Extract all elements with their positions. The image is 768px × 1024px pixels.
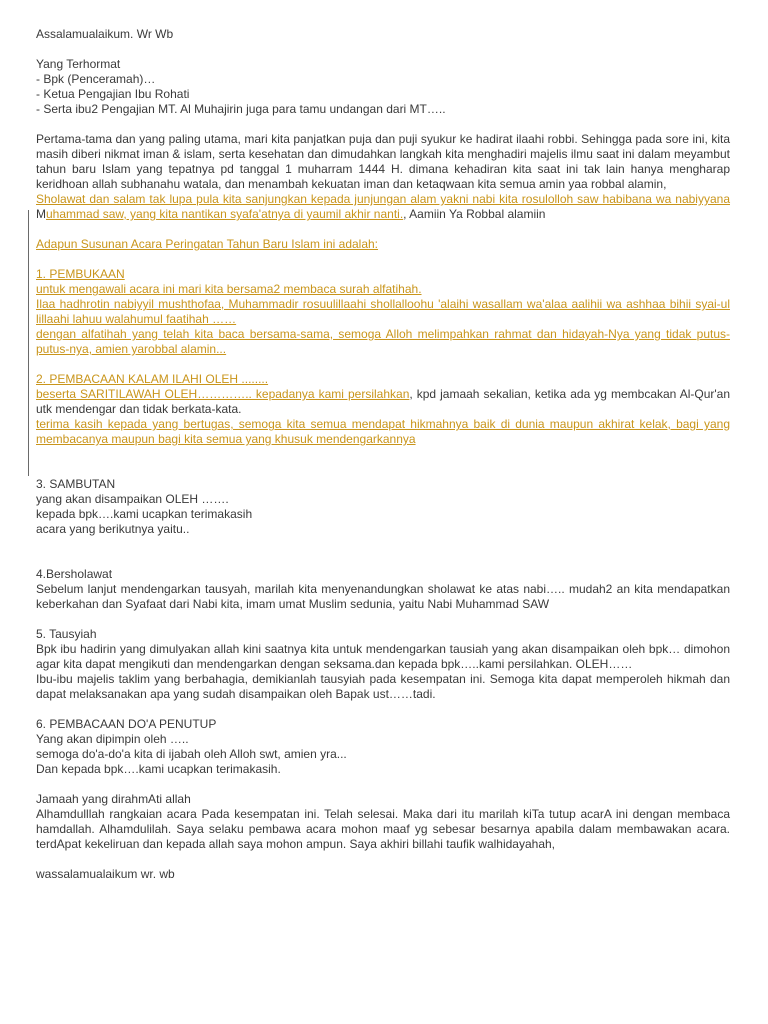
opening-paragraph: Pertama-tama dan yang paling utama, mari kita panjatkan puja dan puji syukur ke hadirat ilaahi robbi. Sehingga pada sore ini, kita masih diberi nikmat iman & islam, serta kesehatan dan dimudahkan langkah kita menghadiri majelis ilmu saat ini dalam meyambut tahun baru Islam yang tepatnya pd tanggal 1 muharram 1444 H. dimana kehadiran kita saat ini tak lain hanya mengharap keridhoan allah subhanahu watala, dan menambah kekuatan iman dan ketaqwaan kita semua amin yaa robbal alamin, [36, 132, 730, 191]
closing-body: Alhamdulllah rangkaian acara Pada kesempatan ini. Telah selesai. Maka dari itu marilah kiTa tutup acarA ini dengan membaca hamdallah. Alhamdulilah. Saya selaku pembawa acara mohon maaf yg sebesar besarnya apabila dalam membawakan acara. terdApat kekeliruan dan kepada allah saya mohon ampun. Saya akhiri billahi taufik walhidayahah, [36, 807, 730, 851]
sholawat-plain-end: , Aamiin Ya Robbal alamiin [403, 207, 546, 221]
section-1-title: 1. PEMBUKAAN [36, 267, 125, 281]
section-2-title: 2. PEMBACAAN KALAM ILAHI OLEH ........ [36, 372, 269, 386]
honor-item: - Serta ibu2 Pengajian MT. Al Muhajirin juga para tamu undangan dari MT….. [36, 102, 446, 116]
honor-title: Yang Terhormat [36, 57, 121, 71]
greeting: Assalamualaikum. Wr Wb [36, 27, 174, 41]
section-1-line: dengan alfatihah yang telah kita baca bersama-sama, semoga Alloh melimpahkan rahmat dan hidayah-Nya yang tidak putus-putus-nya, amien yarobbal alamin... [36, 327, 730, 356]
closing-title: Jamaah yang dirahmAti allah [36, 792, 191, 806]
section-3-line: acara yang berikutnya yaitu.. [36, 522, 190, 536]
section-3-line: yang akan disampaikan OLEH ……. [36, 492, 229, 506]
agenda-intro: Adapun Susunan Acara Peringatan Tahun Baru Islam ini adalah: [36, 237, 379, 251]
section-2-line: terima kasih kepada yang bertugas, semoga kita semua mendapat hikmahnya baik di dunia maupun akhirat kelak, bagi yang membacanya maupun bagi kita semua yang khusuk mendengarkannya [36, 417, 730, 446]
section-3-title: 3. SAMBUTAN [36, 477, 116, 491]
honor-item: - Bpk (Penceramah)… [36, 72, 156, 86]
section-4-title: 4.Bersholawat [36, 567, 113, 581]
sholawat-paragraph [36, 192, 730, 222]
sholawat-plain-m: M [36, 207, 46, 221]
section-6-line: semoga do'a-do'a kita di ijabah oleh Alloh swt, amien yra... [36, 747, 347, 761]
section-2-highlight: beserta SARITILAWAH OLEH………….. kepadanya kami persilahkan [36, 387, 410, 401]
section-5-paragraph: Ibu-ibu majelis taklim yang berbahagia, demikianlah tausyiah pada kesempatan ini. Semoga kita dapat memperoleh hikmah dan dapat melaksanakan apa yang sudah disampaikan oleh Bapak ust……tadi. [36, 672, 730, 701]
section-4-body: Sebelum lanjut mendengarkan tausyah, marilah kita menyenandungkan sholawat ke atas nabi….. mudah2 an kita mendapatkan keberkahan dan Syafaat dari Nabi kita, imam umat Muslim sedunia, yaitu Nabi Muhammad SAW [36, 582, 730, 611]
sholawat-highlight-b: uhammad saw, yang kita nantikan syafa'atnya di yaumil akhir nanti. [46, 207, 404, 221]
section-1-line: untuk mengawali acara ini mari kita bersama2 membaca surah alfatihah. [36, 282, 422, 296]
revision-bar [28, 210, 29, 476]
section-3-line: kepada bpk….kami ucapkan terimakasih [36, 507, 253, 521]
section-5-paragraph: Bpk ibu hadirin yang dimulyakan allah kini saatnya kita untuk mendengarkan tausiah yang akan disampaikan oleh bpk… dimohon agar kita dapat mengikuti dan mendengarkan dengan seksama.dan kepada bpk…..kami persilahkan. OLEH…… [36, 642, 730, 671]
section-6-line: Yang akan dipimpin oleh ….. [36, 732, 189, 746]
section-2-paragraph [36, 387, 730, 417]
section-5-title: 5. Tausyiah [36, 627, 97, 641]
section-6-line: Dan kepada bpk….kami ucapkan terimakasih. [36, 762, 281, 776]
signoff: wassalamualaikum wr. wb [36, 867, 175, 881]
section-2-plain: , kpd jamaah sekalian, ketika ada yg membcakan Al-Qur'an utk mendengar dan tidak berkata-kata. [36, 387, 731, 416]
section-1-line: Ilaa hadhrotin nabiyyil mushthofaa, Muhammadir rosuulillaahi shollalloohu 'alaihi wasallam wa'alaa aalihii wa ashhaa bihii syai-ul lillaahi lahuu walahumul faatihah …… [36, 297, 730, 326]
section-6-title: 6. PEMBACAAN DO'A PENUTUP [36, 717, 217, 731]
sholawat-highlight-a: Sholawat dan salam tak lupa pula kita sanjungkan kepada junjungan alam yakni nabi kita rosulolloh saw habibana wa nabiyyana [36, 192, 730, 206]
honor-item: - Ketua Pengajian Ibu Rohati [36, 87, 190, 101]
